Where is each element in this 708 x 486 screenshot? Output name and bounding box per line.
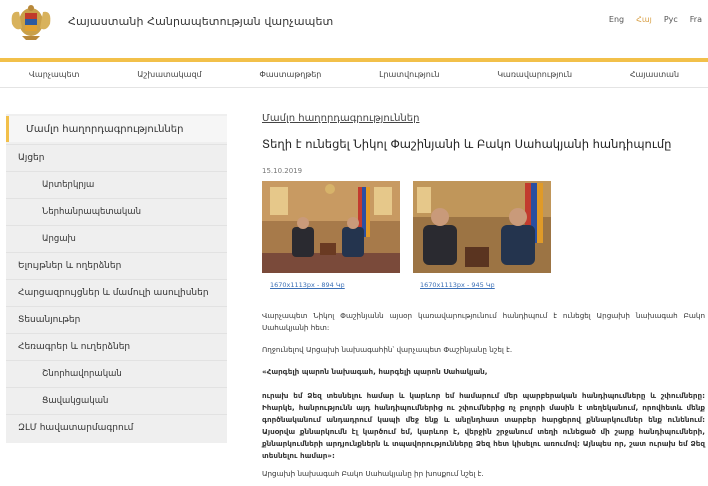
nav-item-armenia[interactable]: Հայաստան xyxy=(629,70,680,79)
sidebar-item-press-releases[interactable]: Մամլո հաղորդագրություններ xyxy=(6,116,227,142)
sidebar-item-interviews[interactable]: Հարցազրույցներ և մամուլի ասուլիսներ xyxy=(6,279,227,305)
sidebar-item-speeches[interactable]: Ելույթներ և ողերձներ xyxy=(6,252,227,278)
photo-1-download-link[interactable]: 1670x1113px - 894 Կբ xyxy=(270,281,345,289)
sidebar-item-domestic[interactable]: Ներհանրապետական xyxy=(6,198,227,224)
article-paragraph: «Հարգելի պարոն նախագահ, հարգելի պարոն Սահակյան, xyxy=(262,367,488,376)
sidebar-item-foreign[interactable]: Արտերկրյա xyxy=(6,171,227,197)
sidebar-item-condolence[interactable]: Ցավակցական xyxy=(6,387,227,413)
site-title[interactable]: Հայաստանի Հանրապետության վարչապետ xyxy=(68,15,334,28)
article-paragraph: Վարչապետ Նիկոլ Փաշինյանն այսօր կառավարությունում հանդիպում է ունեցել Արցախի նախագահ Բակո Սահակյանի հետ: xyxy=(262,311,705,332)
article-paragraph: Արցախի նախագահ Բակո Սահակյանը իր խոսքում նշել է. xyxy=(262,469,484,478)
sidebar xyxy=(6,114,227,443)
article-date: 15.10.2019 xyxy=(262,167,303,175)
site-header xyxy=(0,0,708,58)
sidebar-item-videos[interactable]: Տեսանյութեր xyxy=(6,306,227,332)
article-photo-2[interactable] xyxy=(413,181,551,273)
language-switcher xyxy=(609,15,702,24)
breadcrumb[interactable]: Մամլո հաղորդագրություններ xyxy=(262,113,420,124)
sidebar-item-telegrams[interactable]: Հեռագրեր և ուղերձներ xyxy=(6,333,227,359)
lang-eng[interactable]: Eng xyxy=(608,15,625,24)
sidebar-item-artsakh[interactable]: Արցախ xyxy=(6,225,227,251)
photo-2-download-link[interactable]: 1670x1113px - 945 Կբ xyxy=(420,281,495,289)
article-paragraph: Ողջունելով Արցախի նախագահին՝ վարչապետ Փաշինյանը նշել է. xyxy=(262,345,513,354)
lang-hy[interactable]: Հայ xyxy=(636,15,652,24)
article-paragraph: ուրախ եմ Ձեզ տեսնելու համար և կարևոր եմ համարում մեր պարբերական հանդիպումները և շփումները: Իհարկե, հանրությունն այդ հանդիպումներից ու շփումներից ոչ բոլորի մասին է տեղեկանում, որովհետև մենք գործնականում անդադրում կապի մեջ ենք և անընդհատ տարբեր հարցերով քննարկումներ ենք ունենում: Այսօրվա քննարկումն էլ կարծում եմ, կարևոր է, վերջին շրջանում տեղի ունեցած մի շարք հանդիպումների, քննարկումների արդյունքներն և տպավորությունները Ձեզ հետ կիսելու առումով: Այնպես որ, շատ ուրախ եմ Ձեզ տեսնելու համար»: xyxy=(262,391,705,460)
nav-item-news[interactable]: Լրատվություն xyxy=(379,70,440,79)
nav-item-prime-minister[interactable]: Վարչապետ xyxy=(28,70,80,79)
lang-fr[interactable]: Fra xyxy=(689,15,702,24)
article-photo-1[interactable] xyxy=(262,181,400,273)
article-title: Տեղի է ունեցել Նիկոլ Փաշինյանի և Բակո Սահակյանի հանդիպումը xyxy=(262,137,672,151)
nav-item-government[interactable]: Կառավարություն xyxy=(497,70,573,79)
main-nav xyxy=(0,62,708,88)
sidebar-item-accreditation[interactable]: ԶԼՄ հավատարմագրում xyxy=(6,414,227,440)
lang-ru[interactable]: Рус xyxy=(663,15,678,24)
sidebar-item-visits[interactable]: Այցեր xyxy=(6,144,227,170)
coat-of-arms-icon[interactable] xyxy=(8,2,54,42)
nav-item-staff[interactable]: Աշխատակազմ xyxy=(137,70,202,79)
nav-item-documents[interactable]: Փաստաթղթեր xyxy=(259,70,322,79)
sidebar-item-congratulatory[interactable]: Շնորհավորական xyxy=(6,360,227,386)
